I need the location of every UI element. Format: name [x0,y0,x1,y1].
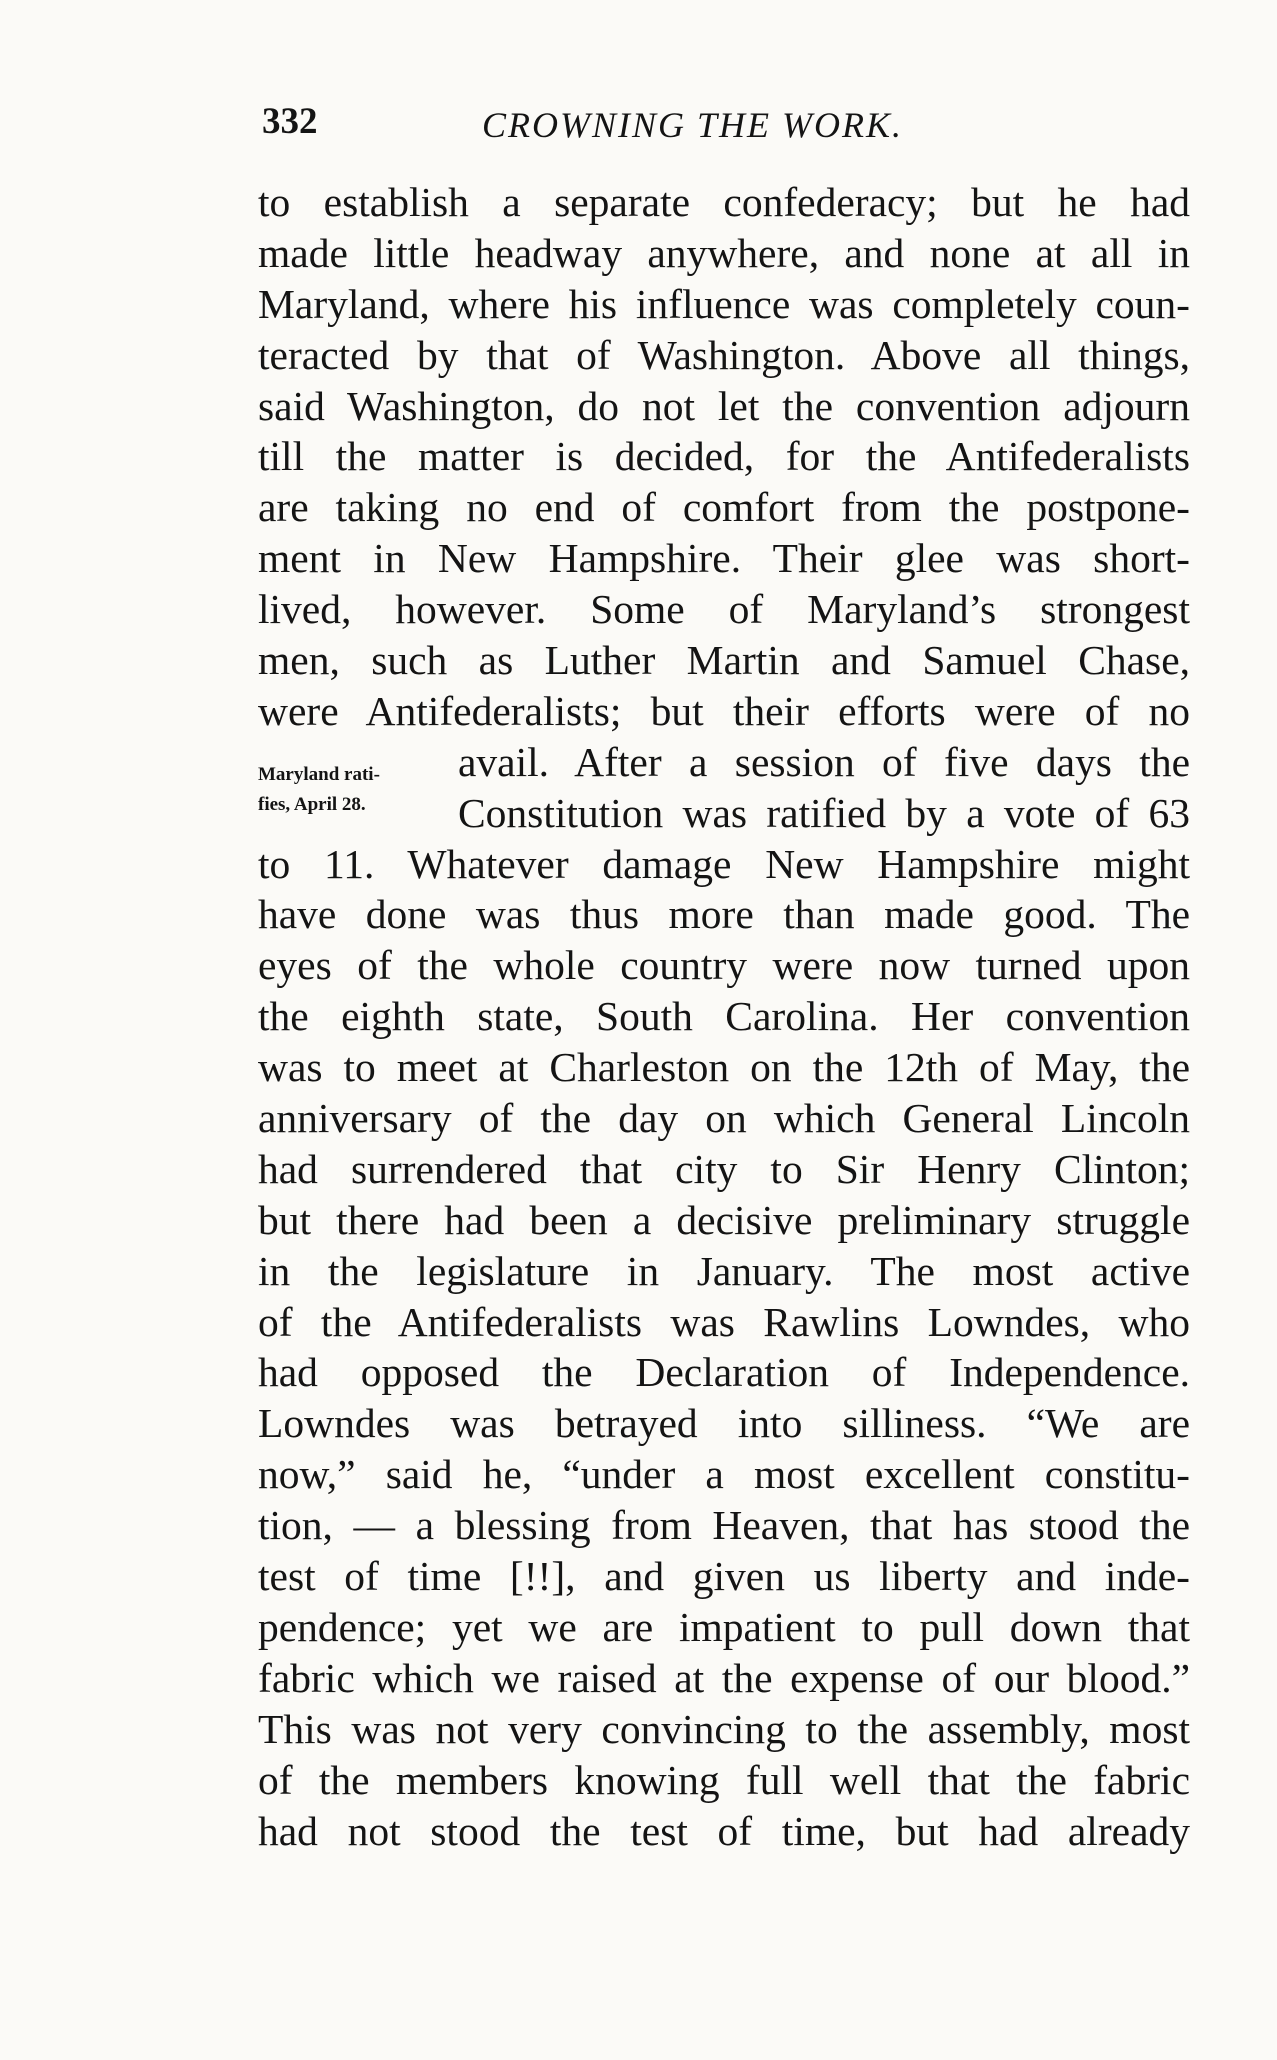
text-line: to establish a separate confederacy; but he had [258,179,1190,225]
text-line: of the Antifederalists was Rawlins Lowndes, who [258,1298,1190,1345]
text-line: the eighth state, South Carolina. Her convention [258,993,1190,1040]
text-line: in the legislature in January. The most active [258,1247,1190,1294]
text-line: lived, however. Some of Maryland’s strongest [258,586,1190,633]
text-line: ment in New Hampshire. Their glee was short- [258,535,1190,582]
text-line: to 11. Whatever damage New Hampshire might [258,840,1190,887]
text-line: now,” said he, “under a most excellent constitu- [258,1451,1190,1498]
text-line: Maryland, where his influence was completely coun- [258,280,1190,327]
text-line: tion, — a blessing from Heaven, that has stood the [258,1502,1190,1549]
text-line: had opposed the Declaration of Independence. [258,1349,1190,1396]
text-line: This was not very convincing to the assembly, most [258,1705,1190,1752]
page-header [262,100,1196,152]
text-line: Constitution was ratified by a vote of 63 [458,789,1190,836]
text-line: pendence; yet we are impatient to pull down that [258,1603,1190,1650]
text-line: but there had been a decisive preliminary struggle [258,1196,1190,1243]
text-line: are taking no end of comfort from the postpone- [258,484,1190,531]
text-line: said Washington, do not let the convention adjourn [258,382,1190,429]
text-line: anniversary of the day on which General Lincoln [258,1095,1190,1142]
text-line: were Antifederalists; but their efforts were of no [258,687,1190,734]
text-line: avail. After a session of five days the [458,738,1190,785]
running-head: CROWNING THE WORK. [482,105,903,145]
body-text [258,177,1190,1856]
margin-note-line: fies, April 28. [258,794,366,815]
margin-note-line: Maryland rati- [258,764,380,785]
text-line: test of time [!!], and given us liberty and inde- [258,1553,1190,1600]
page-number: 332 [262,101,318,142]
text-line: fabric which we raised at the expense of our blood.” [258,1654,1190,1701]
text-line: had not stood the test of time, but had already [258,1807,1190,1854]
text-line: have done was thus more than made good. The [258,891,1190,938]
text-line: teracted by that of Washington. Above all things, [258,331,1190,378]
text-line: men, such as Luther Martin and Samuel Chase, [258,637,1190,684]
text-line: made little headway anywhere, and none at all in [258,229,1190,276]
text-line: Lowndes was betrayed into silliness. “We are [258,1400,1190,1447]
text-line: till the matter is decided, for the Antifederalists [258,433,1190,480]
text-line: had surrendered that city to Sir Henry Clinton; [258,1145,1190,1192]
text-line: was to meet at Charleston on the 12th of May, the [258,1044,1190,1091]
text-line: of the members knowing full well that the fabric [258,1756,1190,1803]
text-line: eyes of the whole country were now turned upon [258,942,1190,989]
